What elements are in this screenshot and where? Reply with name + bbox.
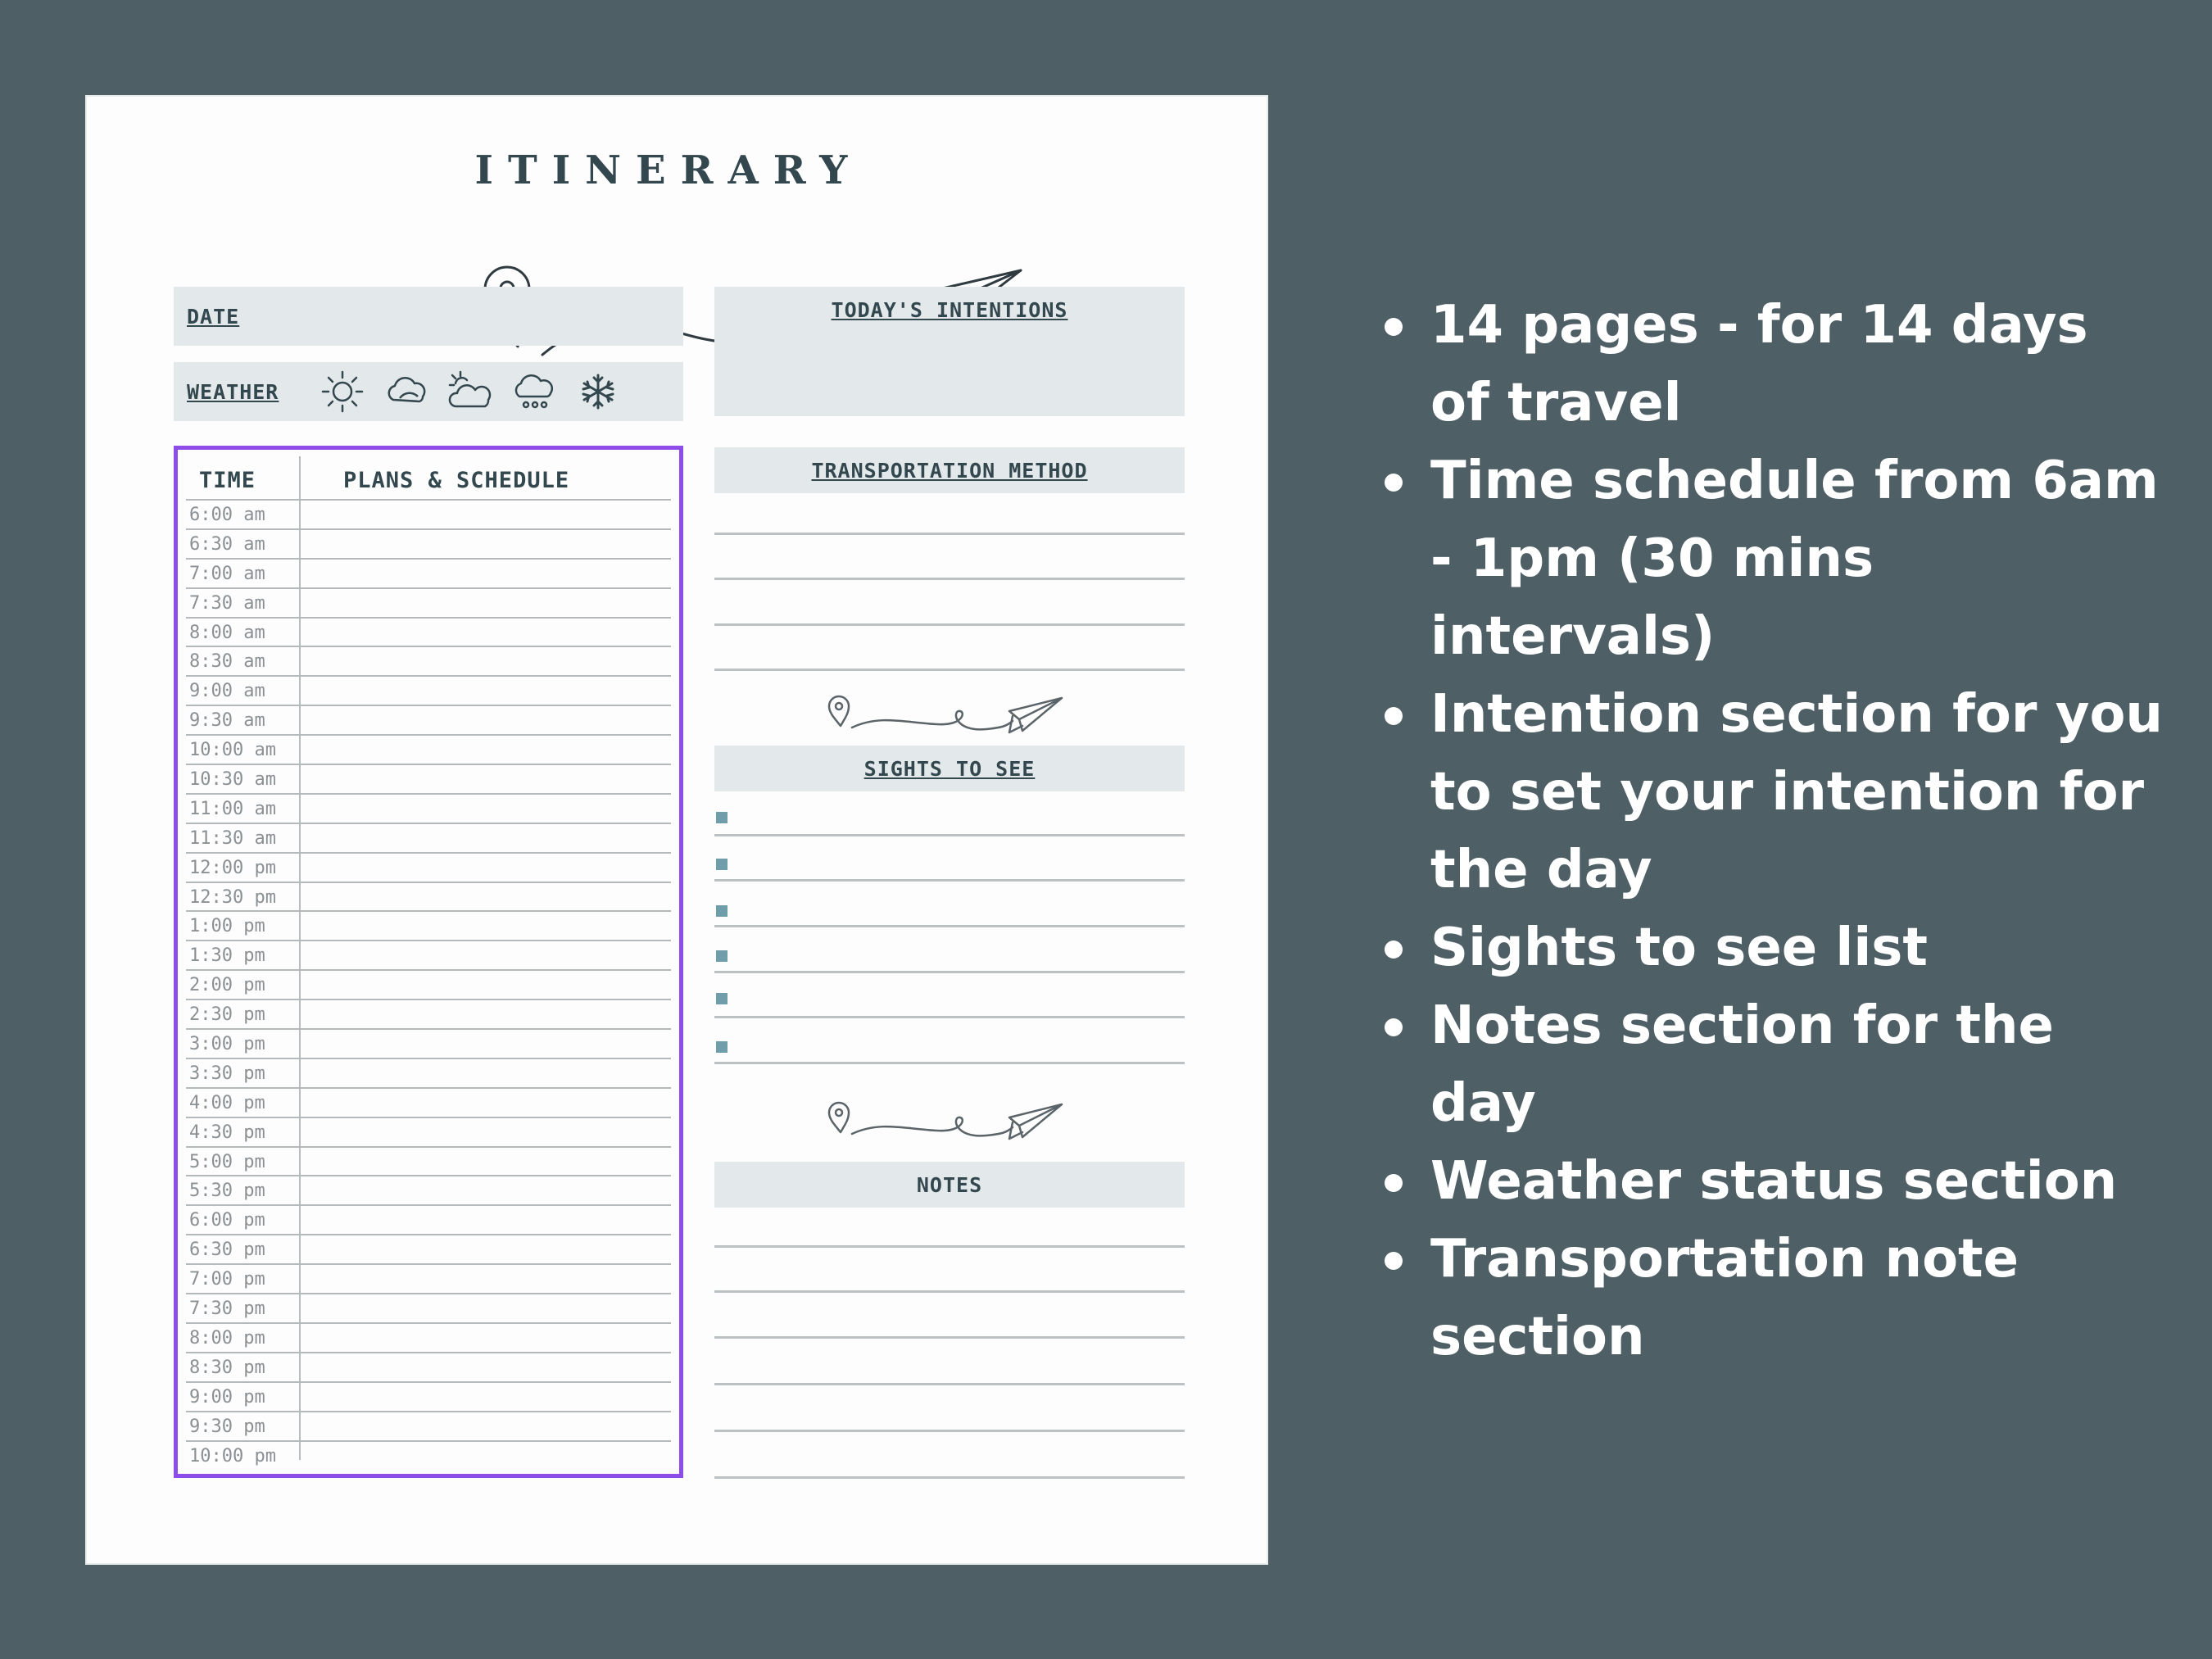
table-row[interactable] xyxy=(186,1117,671,1146)
table-row[interactable] xyxy=(186,499,671,528)
table-row[interactable] xyxy=(186,764,671,793)
table-row[interactable] xyxy=(186,675,671,705)
notes-line[interactable] xyxy=(714,1383,1185,1385)
table-row[interactable] xyxy=(186,1293,671,1322)
time-slot-label: 9:30 pm xyxy=(189,1416,265,1437)
table-row[interactable] xyxy=(186,705,671,734)
pin-plane-small-icon xyxy=(823,678,1068,744)
sight-bullet xyxy=(716,905,728,917)
table-row[interactable] xyxy=(186,1234,671,1263)
table-row[interactable] xyxy=(186,1058,671,1087)
time-slot-label: 8:30 am xyxy=(189,651,265,673)
table-row[interactable] xyxy=(186,823,671,852)
notes-line[interactable] xyxy=(714,1290,1185,1293)
sight-line[interactable] xyxy=(714,1016,1185,1018)
time-slot-label: 7:00 pm xyxy=(189,1269,265,1290)
weather-label: WEATHER xyxy=(187,380,279,404)
table-row[interactable] xyxy=(186,999,671,1028)
feature-item: 14 pages - for 14 days of travel xyxy=(1376,287,2163,442)
time-slot-label: 6:00 am xyxy=(189,505,265,525)
notes-line[interactable] xyxy=(714,1476,1185,1479)
table-row[interactable] xyxy=(186,1263,671,1293)
time-slot-label: 9:30 am xyxy=(189,710,265,732)
table-row[interactable] xyxy=(186,1411,671,1440)
partly-cloudy-icon[interactable] xyxy=(446,367,495,416)
table-row[interactable] xyxy=(186,587,671,617)
table-row[interactable] xyxy=(186,558,671,587)
time-slot-label: 2:30 pm xyxy=(189,1004,265,1026)
feature-item: Time schedule from 6am - 1pm (30 mins intervals) xyxy=(1376,442,2163,676)
table-row[interactable] xyxy=(186,1087,671,1117)
todays-intentions-box[interactable] xyxy=(714,287,1185,416)
table-row[interactable] xyxy=(186,910,671,940)
table-row[interactable] xyxy=(186,1322,671,1352)
cloud-icon[interactable] xyxy=(382,367,431,416)
time-slot-label: 8:30 pm xyxy=(189,1357,265,1378)
sight-bullet xyxy=(716,1041,728,1053)
feature-item: Sights to see list xyxy=(1376,909,2163,987)
time-slot-label: 7:30 am xyxy=(189,592,265,614)
date-field[interactable] xyxy=(174,287,683,346)
sight-line[interactable] xyxy=(714,1062,1185,1064)
schedule-header xyxy=(188,450,671,502)
weather-section xyxy=(174,362,683,421)
notes-label: NOTES xyxy=(916,1173,983,1197)
table-row[interactable] xyxy=(186,617,671,646)
table-row[interactable] xyxy=(186,646,671,675)
time-slot-label: 9:00 am xyxy=(189,681,265,702)
table-row[interactable] xyxy=(186,882,671,911)
time-slot-label: 2:00 pm xyxy=(189,975,265,996)
time-slot-label: 8:00 am xyxy=(189,622,265,643)
feature-item: Intention section for you to set your intention for the day xyxy=(1376,676,2163,909)
time-slot-label: 7:00 am xyxy=(189,563,265,584)
notes-line[interactable] xyxy=(714,1245,1185,1248)
sight-line[interactable] xyxy=(714,879,1185,882)
time-slot-label: 3:00 pm xyxy=(189,1034,265,1055)
table-row[interactable] xyxy=(186,1204,671,1234)
sight-bullet xyxy=(716,812,728,823)
sight-line[interactable] xyxy=(714,834,1185,836)
snowflake-icon[interactable] xyxy=(573,367,623,416)
time-slot-label: 12:30 pm xyxy=(189,886,276,908)
snow-cloud-icon[interactable] xyxy=(510,367,559,416)
transportation-line[interactable] xyxy=(714,578,1185,580)
time-slot-label: 5:30 pm xyxy=(189,1181,265,1202)
time-slot-label: 8:00 pm xyxy=(189,1327,265,1349)
transportation-line[interactable] xyxy=(714,623,1185,626)
table-row[interactable] xyxy=(186,793,671,823)
time-slot-label: 10:00 am xyxy=(189,740,276,761)
schedule-rows xyxy=(186,499,671,1469)
sight-line[interactable] xyxy=(714,971,1185,973)
table-row[interactable] xyxy=(186,528,671,558)
time-slot-label: 5:00 pm xyxy=(189,1151,265,1172)
time-slot-label: 4:00 pm xyxy=(189,1092,265,1113)
table-row[interactable] xyxy=(186,969,671,999)
time-slot-label: 1:00 pm xyxy=(189,916,265,937)
itinerary-page xyxy=(87,97,1267,1563)
table-row[interactable] xyxy=(186,1440,671,1470)
notes-line[interactable] xyxy=(714,1430,1185,1432)
time-slot-label: 6:00 pm xyxy=(189,1210,265,1231)
transportation-line[interactable] xyxy=(714,669,1185,671)
time-slot-label: 10:00 pm xyxy=(189,1445,276,1466)
time-column-header: TIME xyxy=(199,468,256,493)
table-row[interactable] xyxy=(186,1175,671,1204)
sight-line[interactable] xyxy=(714,925,1185,927)
notes-header xyxy=(714,1162,1185,1208)
schedule-table xyxy=(174,446,683,1478)
sight-bullet xyxy=(716,859,728,870)
time-slot-label: 3:30 pm xyxy=(189,1063,265,1084)
plans-column-header: PLANS & SCHEDULE xyxy=(343,468,570,493)
table-row[interactable] xyxy=(186,852,671,882)
pin-plane-small-icon xyxy=(823,1085,1068,1150)
intentions-label: TODAY'S INTENTIONS xyxy=(831,298,1068,322)
feature-list xyxy=(1376,287,2163,1376)
transportation-label: TRANSPORTATION METHOD xyxy=(811,459,1088,483)
table-row[interactable] xyxy=(186,940,671,969)
time-slot-label: 11:00 am xyxy=(189,798,276,819)
feature-item: Notes section for the day xyxy=(1376,987,2163,1143)
sights-header xyxy=(714,746,1185,791)
time-slot-label: 6:30 am xyxy=(189,533,265,555)
date-label: DATE xyxy=(187,305,240,329)
sight-bullet xyxy=(716,950,728,962)
table-row[interactable] xyxy=(186,1381,671,1411)
feature-item: Transportation note section xyxy=(1376,1221,2163,1376)
table-row[interactable] xyxy=(186,1146,671,1176)
time-slot-label: 4:30 pm xyxy=(189,1122,265,1143)
time-slot-label: 10:30 am xyxy=(189,769,276,791)
time-slot-label: 1:30 pm xyxy=(189,945,265,967)
table-row[interactable] xyxy=(186,1028,671,1058)
time-slot-label: 11:30 am xyxy=(189,827,276,849)
itinerary-title: ITINERARY xyxy=(474,147,863,193)
time-slot-label: 6:30 pm xyxy=(189,1240,265,1261)
time-slot-label: 12:00 pm xyxy=(189,857,276,878)
time-slot-label: 9:00 pm xyxy=(189,1386,265,1407)
feature-item: Weather status section xyxy=(1376,1143,2163,1221)
sun-icon[interactable] xyxy=(318,367,367,416)
table-row[interactable] xyxy=(186,1352,671,1381)
sight-bullet xyxy=(716,993,728,1004)
transportation-header xyxy=(714,447,1185,493)
notes-line[interactable] xyxy=(714,1336,1185,1339)
time-slot-label: 7:30 pm xyxy=(189,1299,265,1320)
transportation-line[interactable] xyxy=(714,533,1185,535)
sights-label: SIGHTS TO SEE xyxy=(863,757,1036,781)
table-row[interactable] xyxy=(186,734,671,764)
